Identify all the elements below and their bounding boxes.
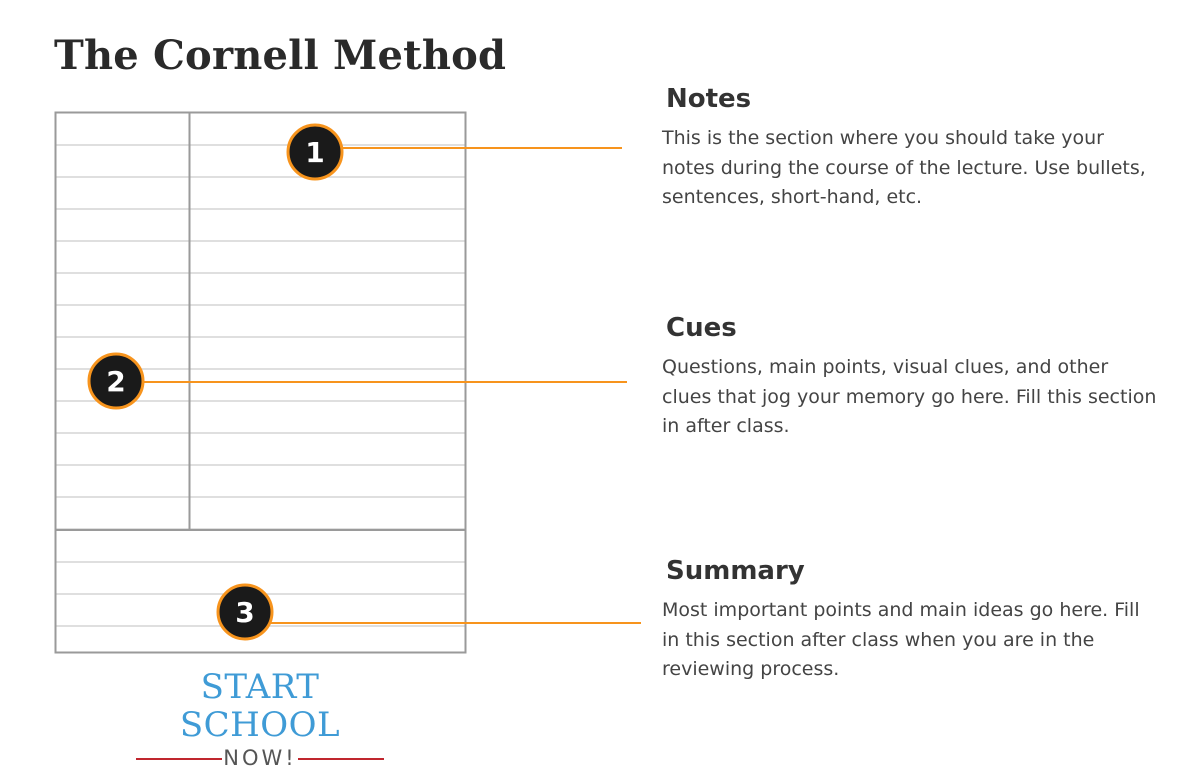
summary-badge [218, 585, 272, 639]
notes-badge [288, 125, 342, 179]
notes-badge-number: 1 [305, 136, 325, 169]
logo-main-text: START SCHOOL [179, 667, 341, 745]
summary-badge-number: 3 [235, 596, 255, 629]
cues-section [662, 313, 1162, 442]
cues-description: Questions, main points, visual clues, and other clues that jog your memory go here. Fill this section in after class. [662, 356, 1157, 437]
cues-badge-number: 2 [106, 365, 126, 398]
logo-right-rule [298, 758, 384, 760]
cues-heading: Cues [666, 313, 737, 343]
start-school-now-logo [130, 668, 390, 772]
page-title: The Cornell Method [54, 32, 507, 79]
summary-description: Most important points and main ideas go here. Fill in this section after class when you are in the reviewing process. [662, 599, 1140, 680]
notes-description: This is the section where you should take your notes during the course of the lecture. Use bullets, sentences, short-hand, etc. [662, 127, 1146, 208]
notes-section [662, 84, 1162, 213]
logo-sub-row [130, 744, 390, 772]
cues-badge [89, 354, 143, 408]
logo-sub-text: NOW! [223, 746, 297, 770]
summary-heading: Summary [666, 556, 805, 586]
summary-section [662, 556, 1162, 685]
notes-heading: Notes [666, 84, 752, 114]
